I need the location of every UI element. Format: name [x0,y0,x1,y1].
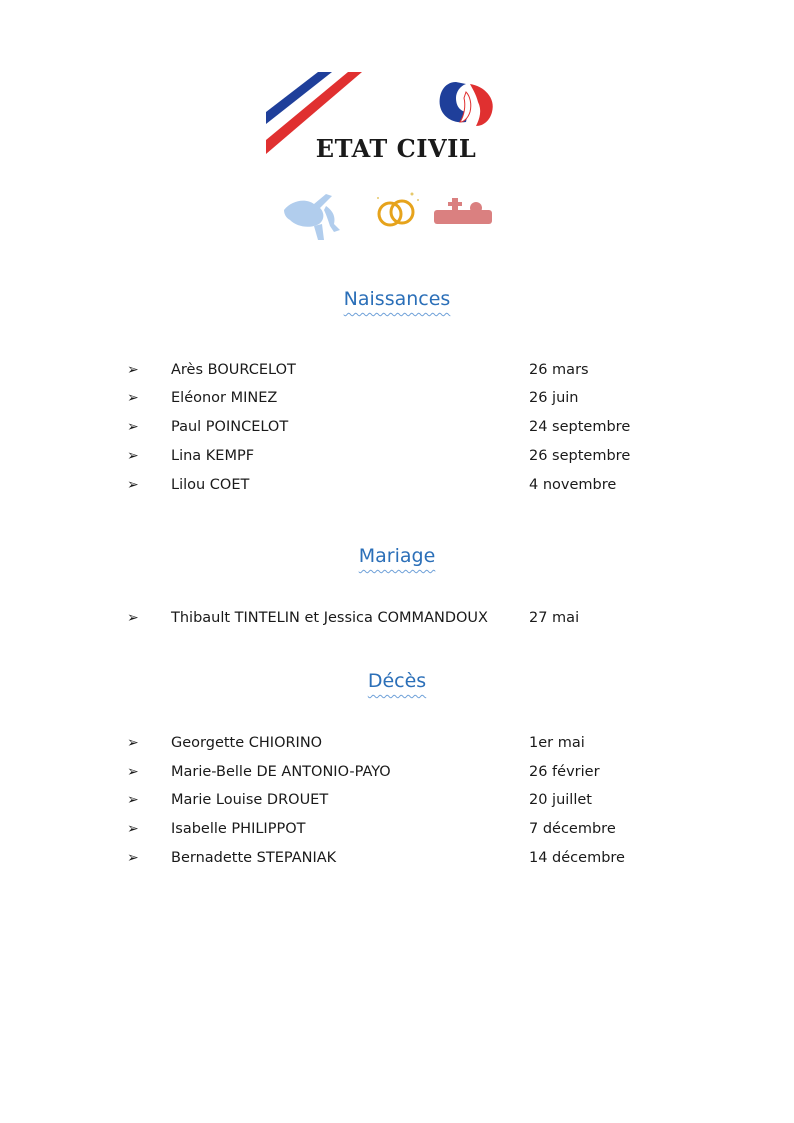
arrow-bullet-icon: ➢ [127,448,139,464]
entry-name: Thibault TINTELIN et Jessica COMMANDOUX [171,610,488,626]
list-item [0,419,794,441]
entry-date: 27 mai [529,610,580,626]
arrow-bullet-icon: ➢ [127,419,139,435]
entry-name: Georgette CHIORINO [171,735,323,751]
arrow-bullet-icon: ➢ [127,477,139,493]
arrow-bullet-icon: ➢ [127,792,139,808]
list-item [0,792,794,814]
marianne-profile-icon [440,82,493,126]
list-item [0,764,794,786]
memorial-icon [434,198,492,224]
entry-name: Lilou COET [171,477,250,493]
section-title-mariage: Mariage [358,545,436,567]
entry-date: 1er mai [529,735,585,751]
list-item [0,735,794,757]
entry-name: Marie-Belle DE ANTONIO-PAYO [171,764,391,780]
entry-date: 26 mars [529,362,589,378]
stork-icon [284,194,340,240]
arrow-bullet-icon: ➢ [127,850,139,866]
list-item [0,610,794,632]
arrow-bullet-icon: ➢ [127,821,139,837]
entry-name: Marie Louise DROUET [171,792,329,808]
entry-date: 14 décembre [529,850,625,866]
list-item [0,448,794,470]
entry-date: 7 décembre [529,821,616,837]
arrow-bullet-icon: ➢ [127,735,139,751]
list-item [0,362,794,384]
entry-name: Paul POINCELOT [171,419,289,435]
arrow-bullet-icon: ➢ [127,362,139,378]
list-item [0,821,794,843]
entry-date: 26 juin [529,390,579,406]
list-item [0,390,794,412]
list-item [0,477,794,499]
entry-date: 20 juillet [529,792,592,808]
entry-date: 26 septembre [529,448,631,464]
entry-name: Arès BOURCELOT [171,362,296,378]
etat-civil-logo [266,72,506,242]
arrow-bullet-icon: ➢ [127,610,139,626]
entry-date: 24 septembre [529,419,631,435]
entry-name: Eléonor MINEZ [171,390,278,406]
entry-name: Isabelle PHILIPPOT [171,821,306,837]
wedding-rings-icon [379,201,413,225]
section-title-deces: Décès [367,670,427,692]
entry-date: 26 février [529,764,600,780]
entry-name: Bernadette STEPANIAK [171,850,337,866]
entry-name: Lina KEMPF [171,448,255,464]
section-title-naissances: Naissances [343,288,451,310]
logo-title: ETAT CIVIL [315,134,477,163]
entry-date: 4 novembre [529,477,617,493]
list-item [0,850,794,872]
arrow-bullet-icon: ➢ [127,390,139,406]
sparkle-icon [377,193,419,202]
arrow-bullet-icon: ➢ [127,764,139,780]
